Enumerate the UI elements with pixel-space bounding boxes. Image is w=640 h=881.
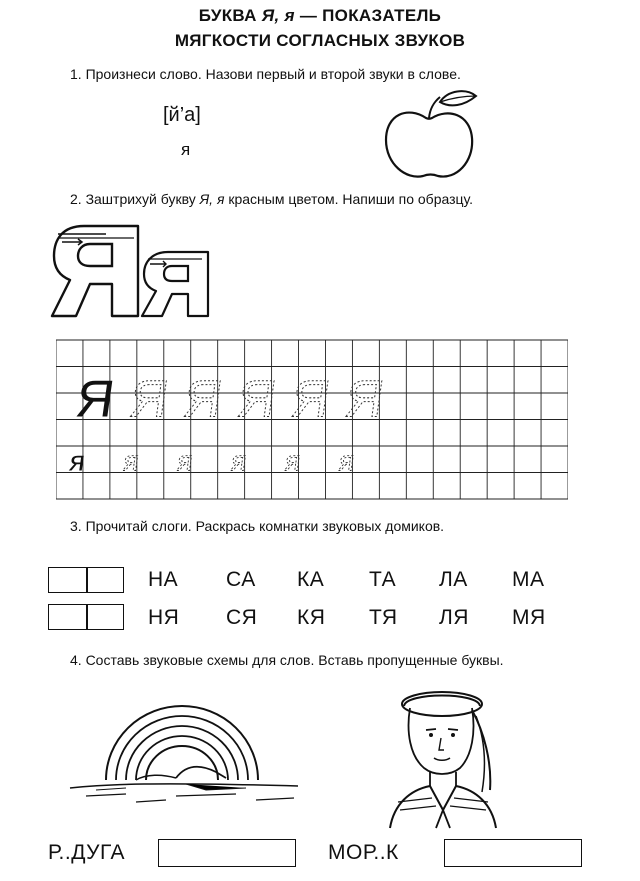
syllable: МЯ bbox=[512, 606, 546, 629]
word-rainbow: Р..ДУГА bbox=[48, 841, 125, 864]
answer-box[interactable] bbox=[158, 839, 296, 867]
letter-ya: я bbox=[181, 140, 191, 159]
syllable: СЯ bbox=[226, 606, 258, 629]
trace-upper-ya: Я bbox=[234, 370, 280, 429]
trace-lower-ya: я bbox=[121, 445, 142, 477]
sample-lower-ya: я bbox=[67, 445, 88, 477]
syllable: НЯ bbox=[148, 606, 180, 629]
task2-instruction: 2. Заштрихуй букву Я, я красным цветом. Напиши по образцу. bbox=[70, 191, 474, 207]
trace-lower-ya: я bbox=[175, 445, 195, 477]
syllable: ТЯ bbox=[369, 606, 398, 629]
syllable: ЛЯ bbox=[439, 606, 469, 629]
syllable: КЯ bbox=[297, 606, 326, 629]
letter-ya-outline-large bbox=[48, 222, 144, 320]
page-title-line2: МЯГКОСТИ СОГЛАСНЫХ ЗВУКОВ bbox=[174, 31, 466, 50]
letter-ya-outline-small bbox=[138, 248, 214, 320]
sailor-boy-icon bbox=[380, 682, 512, 832]
task3-instruction: 3. Прочитай слоги. Раскрась комнатки звуковых домиков. bbox=[70, 518, 445, 534]
task4-instruction: 4. Составь звуковые схемы для слов. Вставь пропущенные буквы. bbox=[70, 652, 504, 668]
syllable: ТА bbox=[369, 568, 397, 591]
trace-upper-ya: Я bbox=[341, 370, 388, 429]
copybook-grid[interactable] bbox=[56, 339, 568, 501]
trace-lower-ya: я bbox=[229, 445, 249, 477]
sound-house-schema[interactable] bbox=[48, 604, 124, 630]
answer-box[interactable] bbox=[444, 839, 582, 867]
syllable: СА bbox=[226, 568, 256, 591]
syllable: МА bbox=[512, 568, 545, 591]
task1-instruction: 1. Произнеси слово. Назови первый и второй звуки в слове. bbox=[70, 66, 461, 82]
syllable: ЛА bbox=[439, 568, 468, 591]
word-sailor: МОР..К bbox=[328, 841, 399, 864]
trace-upper-ya: Я bbox=[180, 370, 226, 429]
trace-upper-ya: Я bbox=[126, 370, 172, 429]
rainbow-icon bbox=[66, 692, 302, 806]
page-title-line1: БУКВА Я, я — ПОКАЗАТЕЛЬ bbox=[198, 6, 442, 25]
syllable: КА bbox=[297, 568, 325, 591]
transcription: [й’а] bbox=[163, 104, 201, 126]
sample-upper-ya: Я bbox=[72, 370, 119, 429]
apple-icon bbox=[378, 88, 488, 184]
trace-upper-ya: Я bbox=[287, 370, 334, 429]
sound-house-schema[interactable] bbox=[48, 567, 124, 593]
trace-lower-ya: я bbox=[337, 445, 357, 477]
syllable: НА bbox=[148, 568, 179, 591]
trace-lower-ya: я bbox=[283, 445, 303, 477]
